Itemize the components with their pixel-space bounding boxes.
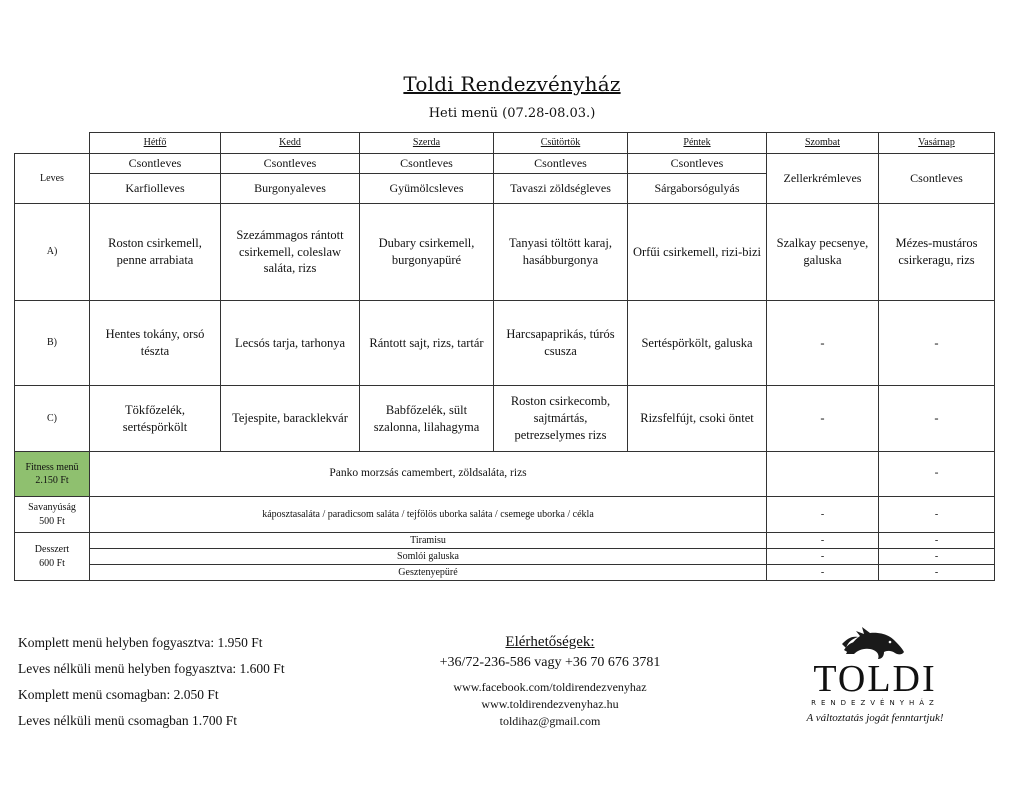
fitness-weekend: - [879, 452, 995, 497]
savanyusag-saturday: - [767, 497, 879, 533]
fitness-saturday-empty [767, 452, 879, 497]
day-header-saturday: Szombat [767, 133, 879, 154]
soup-friday-2: Sárgaborsógulyás [628, 174, 767, 204]
toldi-logo [800, 624, 950, 724]
day-header-monday: Hétfő [90, 133, 221, 154]
dessert-sunday: - [879, 565, 995, 581]
price-line: Komplett menü helyben fogyasztva: 1.950 Ft [18, 635, 263, 650]
menu-a-wednesday: Dubary csirkemell, burgonyapüré [360, 204, 494, 301]
savanyusag-price: 500 Ft [39, 515, 65, 527]
menu-c-saturday: - [767, 386, 879, 452]
menu-a-tuesday: Szezámmagos rántott csirkemell, coleslaw saláta, rizs [221, 204, 360, 301]
price-line: Leves nélküli menü csomagban 1.700 Ft [18, 713, 237, 728]
price-line: Leves nélküli menü helyben fogyasztva: 1.600 Ft [18, 661, 285, 676]
menu-a-thursday: Tanyasi töltött karaj, hasábburgonya [494, 204, 628, 301]
day-header-thursday: Csütörtök [494, 133, 628, 154]
row-label-a: A) [15, 204, 90, 301]
soup-wednesday-2: Gyümölcsleves [360, 174, 494, 204]
logo-subtitle: RENDEZVÉNYHÁZ [811, 699, 939, 707]
weekly-menu-table [14, 132, 995, 581]
savanyusag-row [15, 497, 995, 533]
menu-a-sunday: Mézes-mustáros csirkeragu, rizs [879, 204, 995, 301]
price-list [18, 634, 285, 738]
fitness-price: 2.150 Ft [35, 475, 69, 486]
contact-facebook: www.facebook.com/toldirendezvenyhaz [453, 680, 647, 694]
contact-heading: Elérhetőségek: [505, 634, 595, 650]
soup-monday-2: Karfiolleves [90, 174, 221, 204]
savanyusag-label-cell [15, 497, 90, 533]
menu-b-friday: Sertéspörkölt, galuska [628, 301, 767, 386]
dessert-row-2 [15, 549, 995, 565]
day-header-friday: Péntek [628, 133, 767, 154]
price-line: Komplett menü csomagban: 2.050 Ft [18, 687, 219, 702]
contact-block [400, 634, 700, 730]
menu-c-monday: Tökfőzelék, sertéspörkölt [90, 386, 221, 452]
fitness-dish: Panko morzsás camembert, zöldsaláta, rizs [90, 452, 767, 497]
day-header-wednesday: Szerda [360, 133, 494, 154]
disclaimer: A változtatás jogát fenntartjuk! [806, 712, 944, 724]
logo-brand: TOLDI [813, 658, 937, 700]
dessert-item: Somlói galuska [90, 549, 767, 565]
day-header-tuesday: Kedd [221, 133, 360, 154]
fitness-label-cell [15, 452, 90, 497]
dessert-item: Gesztenyepüré [90, 565, 767, 581]
menu-b-saturday: - [767, 301, 879, 386]
menu-b-thursday: Harcsapaprikás, túrós csusza [494, 301, 628, 386]
desszert-price: 600 Ft [39, 557, 65, 569]
header-corner-cell [15, 133, 90, 154]
soup-friday-1: Csontleves [628, 154, 767, 174]
menu-a-saturday: Szalkay pecsenye, galuska [767, 204, 879, 301]
dessert-saturday: - [767, 533, 879, 549]
soup-saturday: Zellerkrémleves [767, 154, 879, 204]
row-label-leves: Leves [15, 154, 90, 204]
dessert-sunday: - [879, 533, 995, 549]
row-label-c: C) [15, 386, 90, 452]
day-header-sunday: Vasárnap [879, 133, 995, 154]
menu-b-monday: Hentes tokány, orsó tészta [90, 301, 221, 386]
menu-c-sunday: - [879, 386, 995, 452]
soup-wednesday-1: Csontleves [360, 154, 494, 174]
savanyusag-sunday: - [879, 497, 995, 533]
desszert-label-cell [15, 533, 90, 581]
horse-head-icon [840, 624, 910, 660]
menu-row-b [15, 301, 995, 386]
menu-c-thursday: Roston csirkecomb, sajtmártás, petrezselymes rizs [494, 386, 628, 452]
menu-a-friday: Orfűi csirkemell, rizi-bizi [628, 204, 767, 301]
soup-row-1 [15, 154, 995, 174]
desszert-label: Desszert [34, 544, 70, 555]
menu-b-sunday: - [879, 301, 995, 386]
menu-c-friday: Rizsfelfújt, csoki öntet [628, 386, 767, 452]
menu-week-subtitle: Heti menü (07.28-08.03.) [428, 106, 596, 121]
dessert-row-1 [15, 533, 995, 549]
row-label-b: B) [15, 301, 90, 386]
menu-a-monday: Roston csirkemell, penne arrabiata [90, 204, 221, 301]
dessert-item: Tiramisu [90, 533, 767, 549]
menu-row-c [15, 386, 995, 452]
soup-thursday-2: Tavaszi zöldségleves [494, 174, 628, 204]
savanyusag-label: Savanyúság [28, 502, 76, 513]
contact-phone: +36/72-236-586 vagy +36 70 676 3781 [439, 655, 661, 670]
fitness-label: Fitness menü [25, 461, 79, 473]
menu-b-tuesday: Lecsós tarja, tarhonya [221, 301, 360, 386]
fitness-row [15, 452, 995, 497]
dessert-sunday: - [879, 549, 995, 565]
dessert-saturday: - [767, 565, 879, 581]
soup-thursday-1: Csontleves [494, 154, 628, 174]
dessert-row-3 [15, 565, 995, 581]
contact-email: toldihaz@gmail.com [499, 714, 601, 728]
soup-sunday: Csontleves [879, 154, 995, 204]
menu-row-a [15, 204, 995, 301]
soup-tuesday-1: Csontleves [221, 154, 360, 174]
menu-c-tuesday: Tejespite, baracklekvár [221, 386, 360, 452]
menu-c-wednesday: Babfőzelék, sült szalonna, lilahagyma [360, 386, 494, 452]
menu-b-wednesday: Rántott sajt, rizs, tartár [360, 301, 494, 386]
soup-monday-1: Csontleves [90, 154, 221, 174]
soup-tuesday-2: Burgonyaleves [221, 174, 360, 204]
day-header-row [15, 133, 995, 154]
page-title: Toldi Rendezvényház [403, 72, 621, 96]
savanyusag-items: káposztasaláta / paradicsom saláta / tejfölös uborka saláta / csemege uborka / cékla [90, 497, 767, 533]
contact-website: www.toldirendezvenyhaz.hu [481, 697, 619, 711]
dessert-saturday: - [767, 549, 879, 565]
